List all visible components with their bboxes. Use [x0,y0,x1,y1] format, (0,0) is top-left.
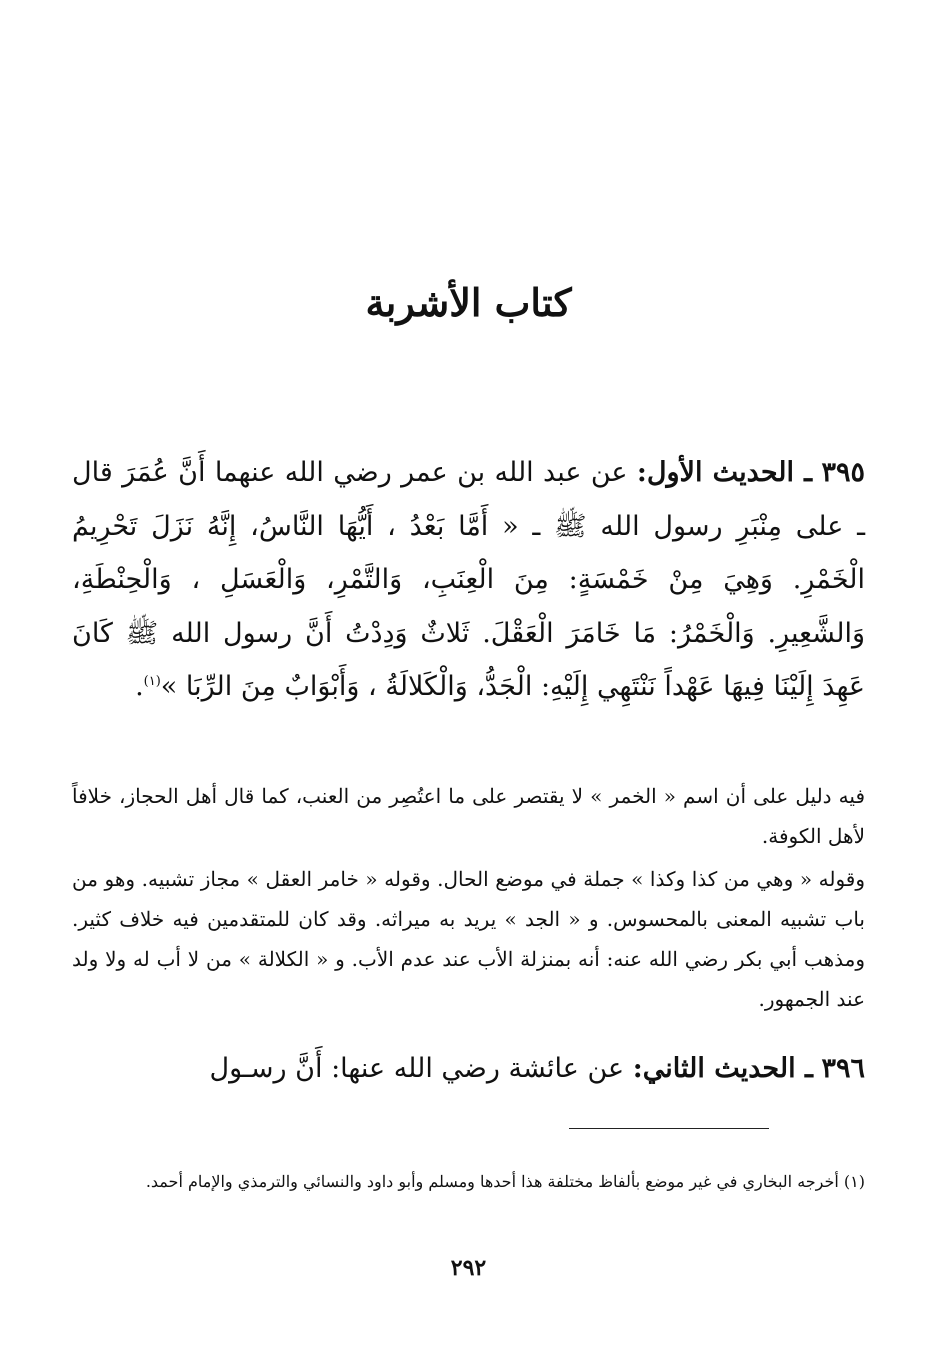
hadith-lead: ـ الحديث الأول: [636,457,813,488]
hadith-end: . [135,671,144,702]
hadith-text: عن عائشة رضي الله عنها: أَنَّ رسـول [209,1053,625,1084]
commentary-paragraph: فيه دليل على أن اسم « الخمر » لا يقتصر على ما اعتُصِر من العنب، كما قال أهل الحجاز، خلافاً لأهل الكوفة. [72,784,865,848]
hadith-396 [72,1042,865,1096]
chapter-title: كتاب الأشربة [365,280,572,326]
footnote: (١) أخرجه البخاري في غير موضع بألفاظ مختلفة هذا أحدها ومسلم وأبو داود والنسائي والترمذي والإمام أحمد. [145,1172,865,1191]
commentary-paragraph: وقوله « وهي من كذا وكذا » جملة في موضع الحال. وقوله « خامر العقل » مجاز تشبيه. وهو من باب تشبيه المعنى بالمحسوس. و « الجد » يريد به ميراثه. وقد كان للمتقدمين فيه خلاف كثير. ومذهب أبي بكر رضي الله عنه: أنه بمنزلة الأب عند عدم الأب. و « الكلالة » من لا أب له ولا ولد عند الجمهور. [72,867,865,1011]
page-number: ٢٩٢ [450,1255,487,1281]
hadith-number: ٣٩٥ [821,457,866,488]
hadith-395 [72,446,865,714]
hadith-lead: ـ الحديث الثاني: [632,1053,813,1084]
footnote-divider [569,1128,769,1129]
footnote-marker: (١) [143,674,161,689]
hadith-text: عن عبد الله بن عمر رضي الله عنهما أَنَّ عُمَرَ قال ـ على مِنْبَرِ رسول الله ﷺ ـ « أَمَّا بَعْدُ ، أَيُّهَا النَّاسُ، إِنَّهُ نَزَلَ تَحْرِيمُ الْخَمْرِ. وَهِيَ مِنْ خَمْسَةٍ: مِنَ الْعِنَبِ، وَالتَّمْرِ، وَالْعَسَلِ ، وَالْحِنْطَةِ، وَالشَّعِيرِ. وَالْخَمْرُ: مَا خَامَرَ الْعَقْلَ. ثَلاثٌ وَدِدْتُ أَنَّ رسول الله ﷺ كَانَ عَهِدَ إِلَيْنَا فِيهَا عَهْداً نَنْتَهِي إِلَيْهِ: الْجَدُّ، وَالْكَلالَةُ ، وَأَبْوَابٌ مِنَ الرِّبَا » [72,457,865,702]
hadith-number: ٣٩٦ [821,1053,865,1084]
